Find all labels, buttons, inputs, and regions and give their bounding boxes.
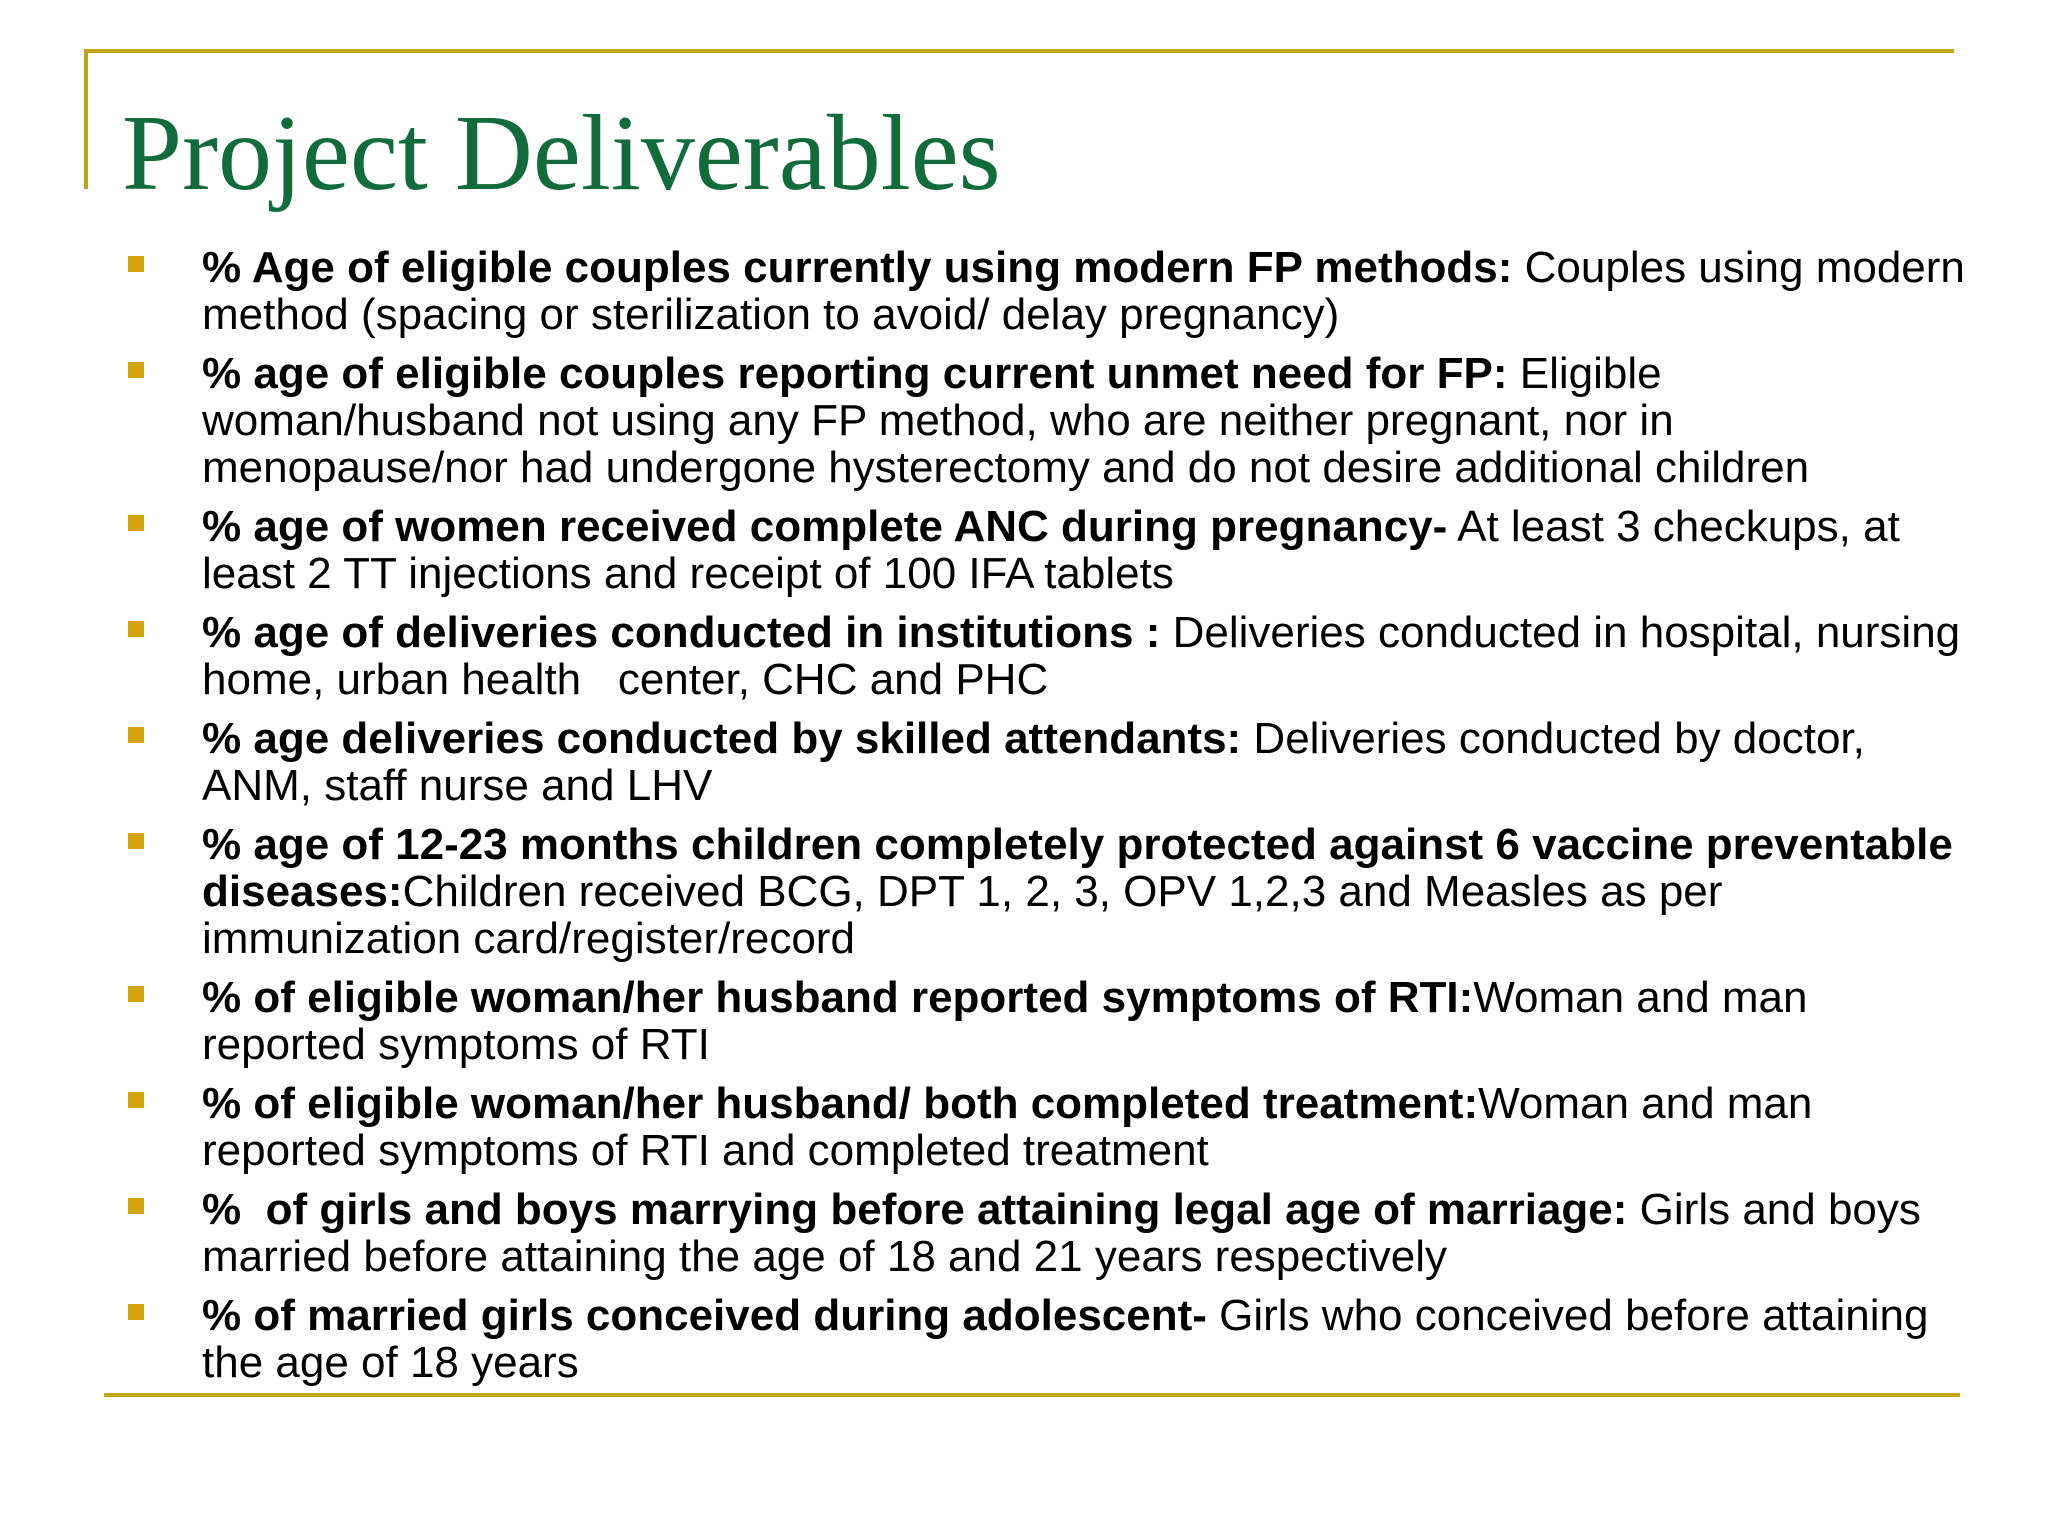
left-accent-line bbox=[84, 49, 88, 189]
deliverable-term: % of eligible woman/her husband/ both completed treatment: bbox=[202, 1079, 1479, 1128]
deliverable-description: Woman and man reported symptoms of RTI and completed treatment bbox=[202, 1079, 1813, 1175]
slide-title: Project Deliverables bbox=[122, 94, 1001, 213]
square-bullet-icon bbox=[128, 362, 144, 378]
top-accent-line bbox=[84, 49, 1954, 53]
deliverable-description: Children received BCG, DPT 1, 2, 3, OPV 1,2,3 and Measles as per immunization card/register/record bbox=[202, 867, 1723, 963]
deliverable-description: Eligible woman/husband not using any FP method, who are neither pregnant, nor in menopause/nor had undergone hysterectomy and do not desire additional children bbox=[202, 349, 1810, 492]
deliverable-description: Deliveries conducted by doctor, ANM, staff nurse and LHV bbox=[202, 714, 1865, 810]
square-bullet-icon bbox=[128, 1304, 144, 1320]
square-bullet-icon bbox=[128, 1092, 144, 1108]
list-item bbox=[120, 821, 1980, 962]
deliverable-description: At least 3 checkups, at least 2 TT injections and receipt of 100 IFA tablets bbox=[202, 502, 1900, 598]
deliverable-description: Girls who conceived before attaining the age of 18 years bbox=[202, 1291, 1929, 1387]
deliverable-term: % age deliveries conducted by skilled attendants: bbox=[202, 714, 1242, 763]
square-bullet-icon bbox=[128, 1198, 144, 1214]
deliverable-term: % of married girls conceived during adolescent- bbox=[202, 1291, 1207, 1340]
list-item bbox=[120, 715, 1980, 809]
list-item bbox=[120, 350, 1980, 491]
deliverable-term: % Age of eligible couples currently using modern FP methods: bbox=[202, 243, 1513, 292]
list-item bbox=[120, 503, 1980, 597]
deliverable-term: % age of 12-23 months children completely protected against 6 vaccine preventable diseases: bbox=[202, 820, 1953, 916]
list-item bbox=[120, 609, 1980, 703]
square-bullet-icon bbox=[128, 256, 144, 272]
deliverable-description: Deliveries conducted in hospital, nursing home, urban health center, CHC and PHC bbox=[202, 608, 1973, 704]
square-bullet-icon bbox=[128, 986, 144, 1002]
list-item bbox=[120, 974, 1980, 1068]
square-bullet-icon bbox=[128, 515, 144, 531]
deliverable-term: % age of eligible couples reporting current unmet need for FP: bbox=[202, 349, 1508, 398]
list-item bbox=[120, 1080, 1980, 1174]
deliverable-term: % age of women received complete ANC during pregnancy- bbox=[202, 502, 1448, 551]
deliverable-term: % of girls and boys marrying before attaining legal age of marriage: bbox=[202, 1185, 1628, 1234]
square-bullet-icon bbox=[128, 727, 144, 743]
deliverable-description: Couples using modern method (spacing or sterilization to avoid/ delay pregnancy) bbox=[202, 243, 1965, 339]
list-item bbox=[120, 1186, 1980, 1280]
square-bullet-icon bbox=[128, 833, 144, 849]
deliverable-term: % of eligible woman/her husband reported symptoms of RTI: bbox=[202, 973, 1474, 1022]
list-item bbox=[120, 1292, 1980, 1386]
deliverable-description: Girls and boys married before attaining the age of 18 and 21 years respectively bbox=[202, 1185, 1921, 1281]
deliverable-term: % age of deliveries conducted in institutions : bbox=[202, 608, 1161, 657]
deliverables-list bbox=[120, 244, 1980, 1398]
bottom-accent-line bbox=[104, 1393, 1960, 1397]
list-item bbox=[120, 244, 1980, 338]
deliverable-description: Woman and man reported symptoms of RTI bbox=[202, 973, 1808, 1069]
square-bullet-icon bbox=[128, 621, 144, 637]
